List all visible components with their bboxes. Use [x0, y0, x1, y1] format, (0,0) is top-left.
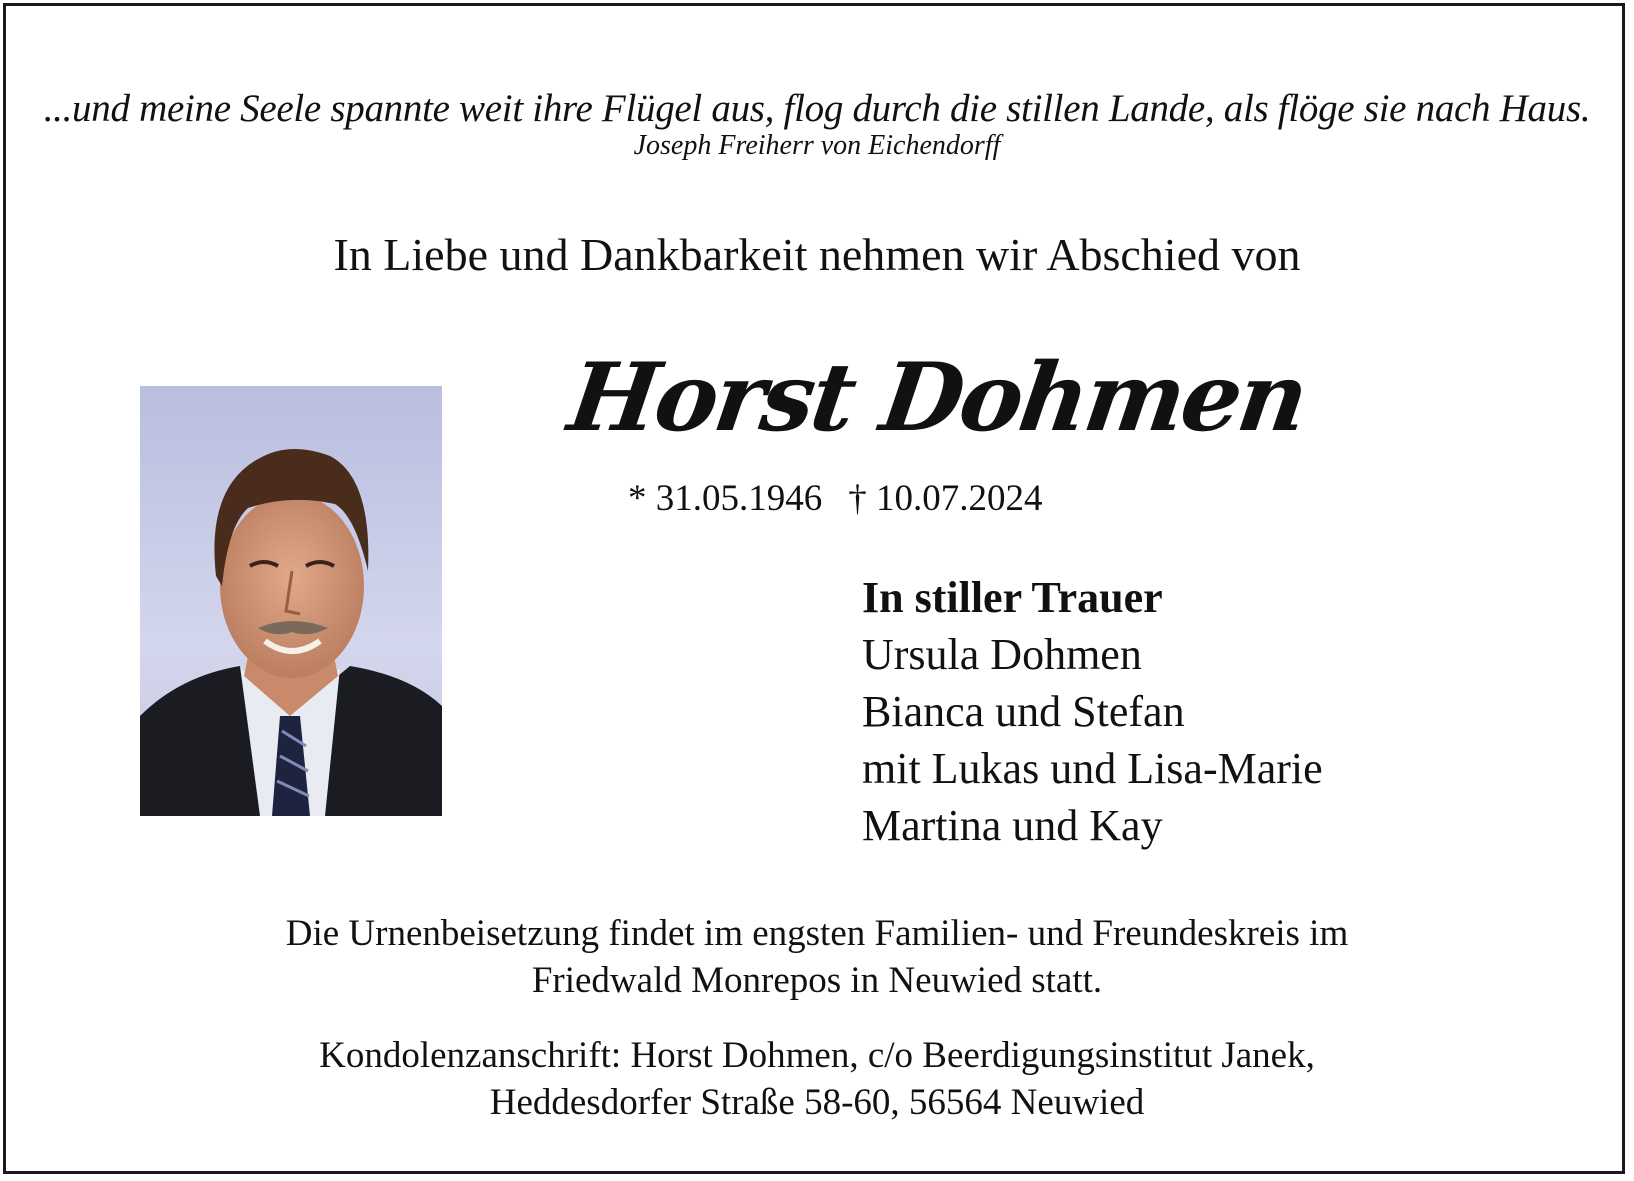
quote-author: Joseph Freiherr von Eichendorff — [633, 130, 1001, 161]
mourner-name: Bianca und Stefan — [862, 687, 1185, 736]
condolence-line: Kondolenzanschrift: Horst Dohmen, c/o Beerdigungsinstitut Janek, — [319, 1035, 1315, 1076]
quote-text: ...und meine Seele spannte weit ihre Flügel aus, flog durch die stillen Lande, als flöge sie nach Haus. — [43, 87, 1591, 130]
deceased-name: Horst Dohmen — [562, 343, 1313, 453]
mourner-name: Ursula Dohmen — [862, 630, 1142, 679]
portrait-photo — [140, 386, 442, 816]
birth-date: * 31.05.1946 — [628, 478, 823, 519]
death-date: † 10.07.2024 — [848, 478, 1043, 519]
burial-line: Die Urnenbeisetzung findet im engsten Familien- und Freundeskreis im — [285, 913, 1349, 954]
burial-line: Friedwald Monrepos in Neuwied statt. — [531, 960, 1103, 1001]
life-dates — [628, 477, 1043, 520]
mourners-heading: In stiller Trauer — [862, 573, 1163, 622]
portrait-illustration — [140, 386, 442, 816]
condolence-line: Heddesdorfer Straße 58-60, 56564 Neuwied — [489, 1082, 1145, 1123]
mourner-name: Martina und Kay — [862, 801, 1163, 850]
mourner-name: mit Lukas und Lisa-Marie — [862, 744, 1323, 793]
burial-notice — [0, 910, 1634, 1004]
mourners-block — [862, 569, 1323, 854]
condolence-address — [0, 1032, 1634, 1126]
intro-line: In Liebe und Dankbarkeit nehmen wir Abschied von — [333, 229, 1301, 280]
